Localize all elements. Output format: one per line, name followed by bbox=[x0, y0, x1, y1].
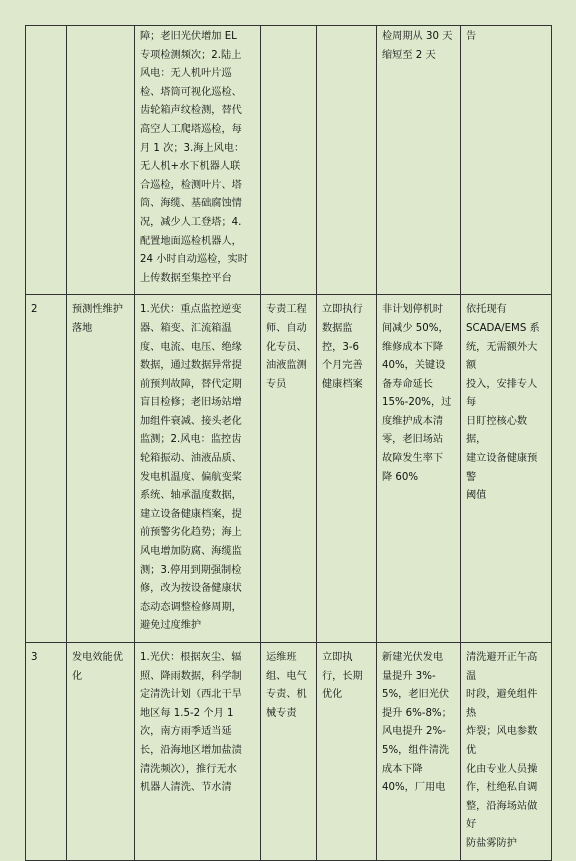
cell-no: 2 bbox=[26, 295, 67, 643]
table-row bbox=[26, 26, 552, 295]
cell-effect: 检周期从 30 天 缩短至 2 天 bbox=[377, 26, 461, 295]
table-row bbox=[26, 643, 552, 861]
maintenance-plan-table bbox=[25, 25, 552, 861]
cell-timeline: 立即执行 数据监 控，3-6 个月完善 健康档案 bbox=[317, 295, 377, 643]
cell-item: 预测性维护 落地 bbox=[67, 295, 135, 643]
table-row bbox=[26, 295, 552, 643]
cell-notes: 告 bbox=[461, 26, 552, 295]
cell-owner: 运维班 组、电气 专责、机 械专责 bbox=[261, 643, 317, 861]
cell-item bbox=[67, 26, 135, 295]
cell-measures: 1.光伏：重点监控逆变 器、箱变、汇流箱温 度、电流、电压、绝缘 数据，通过数据异常提 前预判故障，替代定期 盲目检修；老旧场站增 加组件衰减、接头老化 监测；2.风电：监控齿 轮箱振动、油液品质、 发电机温度、偏航变桨 系统、轴承温度数据， 建立设备健康档案，提 前预警劣化趋势；海上 风电增加防腐、海缆监 测；3.停用到期强制检 修，改为按设备健康状 态动态调整检修周期， 避免过度维护 bbox=[135, 295, 261, 643]
cell-measures: 1.光伏：根据灰尘、辐 照、降雨数据，科学制 定清洗计划（西北干旱 地区每 1.5-2 个月 1 次，南方雨季适当延 长，沿海地区增加盐渍 清洗频次），推行无水 机器人清洗、节水清 bbox=[135, 643, 261, 861]
cell-no bbox=[26, 26, 67, 295]
cell-notes: 依托现有 SCADA/EMS 系 统，无需额外大额 投入，安排专人每 日盯控核心数据， 建立设备健康预警 阈值 bbox=[461, 295, 552, 643]
cell-timeline bbox=[317, 26, 377, 295]
cell-item: 发电效能优 化 bbox=[67, 643, 135, 861]
cell-owner: 专责工程 师、自动 化专员、 油液监测 专员 bbox=[261, 295, 317, 643]
cell-effect: 非计划停机时 间减少 50%， 维修成本下降 40%，关键设 备寿命延长 15%-20%，过 度维护成本清 零，老旧场站 故障发生率下 降 60% bbox=[377, 295, 461, 643]
cell-timeline: 立即执 行，长期 优化 bbox=[317, 643, 377, 861]
cell-effect: 新建光伏发电 量提升 3%- 5%，老旧光伏 提升 6%-8%； 风电提升 2%- 5%，组件清洗 成本下降 40%，厂用电 bbox=[377, 643, 461, 861]
cell-no: 3 bbox=[26, 643, 67, 861]
cell-notes: 清洗避开正午高温 时段，避免组件热 炸裂；风电参数优 化由专业人员操 作，杜绝私自调 整，沿海场站做好 防盐雾防护 bbox=[461, 643, 552, 861]
cell-measures: 障；老旧光伏增加 EL 专项检测频次；2.陆上 风电：无人机叶片巡 检、塔筒可视化巡检、 齿轮箱声纹检测，替代 高空人工爬塔巡检，每 月 1 次；3.海上风电： 无人机+水下机器人联 合巡检，检测叶片、塔 筒、海缆、基础腐蚀情 况，减少人工登塔；4. 配置地面巡检机器人， 24 小时自动巡检，实时 上传数据至集控平台 bbox=[135, 26, 261, 295]
cell-owner bbox=[261, 26, 317, 295]
